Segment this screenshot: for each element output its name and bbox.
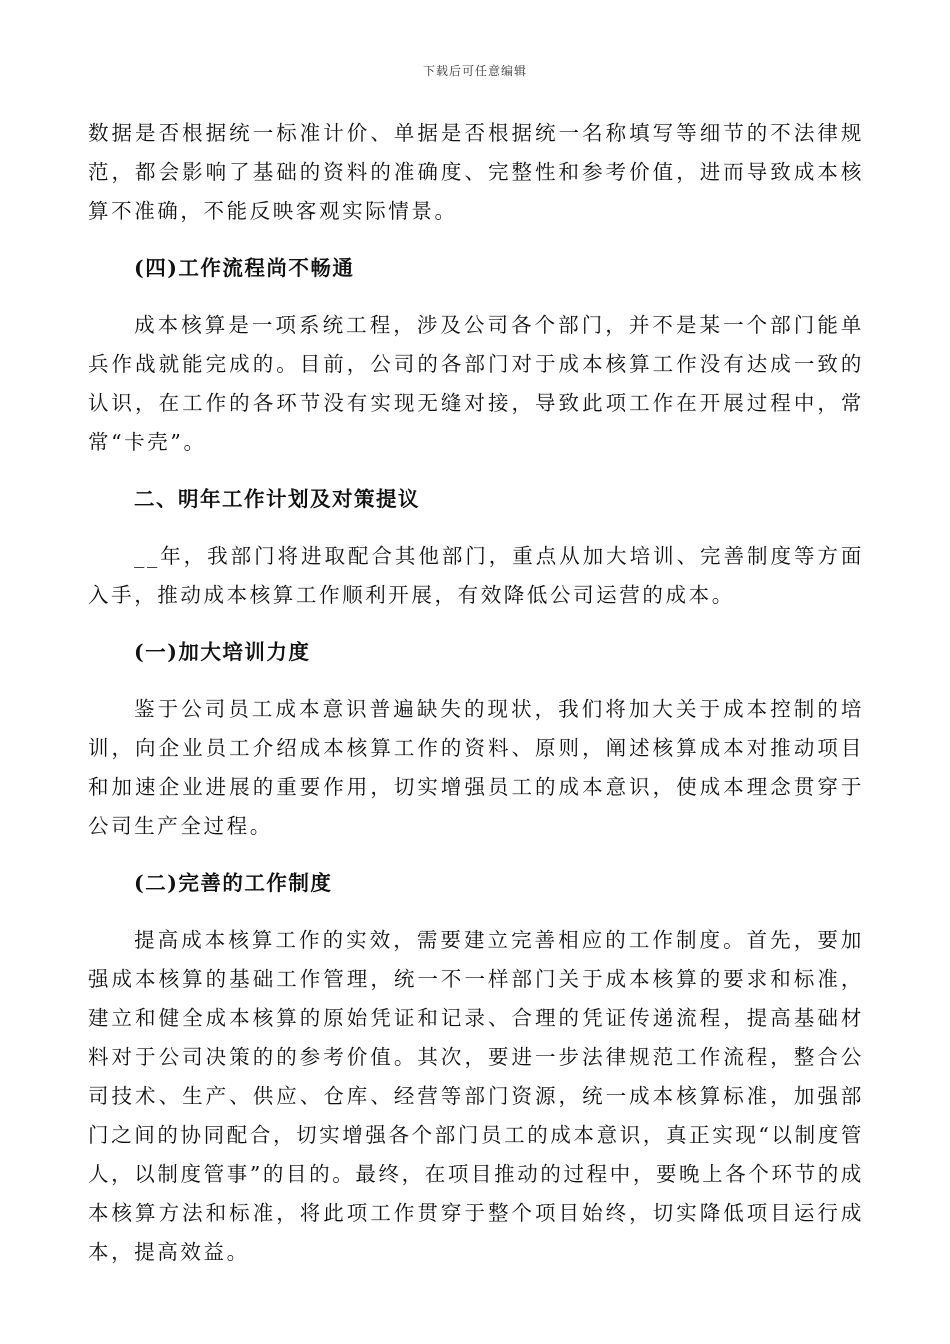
document-body bbox=[88, 114, 864, 1272]
heading-next-year-plan: 二、明年工作计划及对策提议 bbox=[134, 487, 420, 511]
page-header-note: 下载后可任意编辑 bbox=[422, 64, 527, 78]
heading-system: (二)完善的工作制度 bbox=[134, 871, 333, 895]
paragraph-training: 鉴于公司员工成本意识普遍缺失的现状，我们将加大关于成本控制的培训，向企业员工介绍成本核算工作的资料、原则，阐述核算成本对推动项目和加速企业进展的重要作用，切实增强员工的成本意识，使成本理念贯穿于公司生产全过程。 bbox=[88, 697, 864, 838]
paragraph-system: 提高成本核算工作的实效，需要建立完善相应的工作制度。首先，要加强成本核算的基础工作管理，统一不一样部门关于成本核算的要求和标准，建立和健全成本核算的原始凭证和记录、合理的凭证传递流程，提高基础材料对于公司决策的的参考价值。其次，要进一步法律规范工作流程，整合公司技术、生产、供应、仓库、经营等部门资源，统一成本核算标准，加强部门之间的协同配合，切实增强各个部门员工的成本意识，真正实现“以制度管人，以制度管事”的目的。最终，在项目推动的过程中，要晚上各个环节的成本核算方法和标准，将此项工作贯穿于整个项目始终，切实降低项目运行成本，提高效益。 bbox=[88, 928, 864, 1264]
heading-workflow: (四)工作流程尚不畅通 bbox=[134, 256, 355, 280]
paragraph-data-accuracy: 数据是否根据统一标准计价、单据是否根据统一名称填写等细节的不法律规范，都会影响了基础的资料的准确度、完整性和参考价值，进而导致成本核算不准确，不能反映客观实际情景。 bbox=[88, 121, 864, 223]
paragraph-next-year-plan: __年，我部门将进取配合其他部门，重点从加大培训、完善制度等方面入手，推动成本核算工作顺利开展，有效降低公司运营的成本。 bbox=[88, 544, 864, 607]
heading-training: (一)加大培训力度 bbox=[134, 640, 311, 664]
paragraph-workflow: 成本核算是一项系统工程，涉及公司各个部门，并不是某一个部门能单兵作战就能完成的。目前，公司的各部门对于成本核算工作没有达成一致的认识，在工作的各环节没有实现无缝对接，导致此项工作在开展过程中，常常“卡壳”。 bbox=[88, 313, 864, 454]
